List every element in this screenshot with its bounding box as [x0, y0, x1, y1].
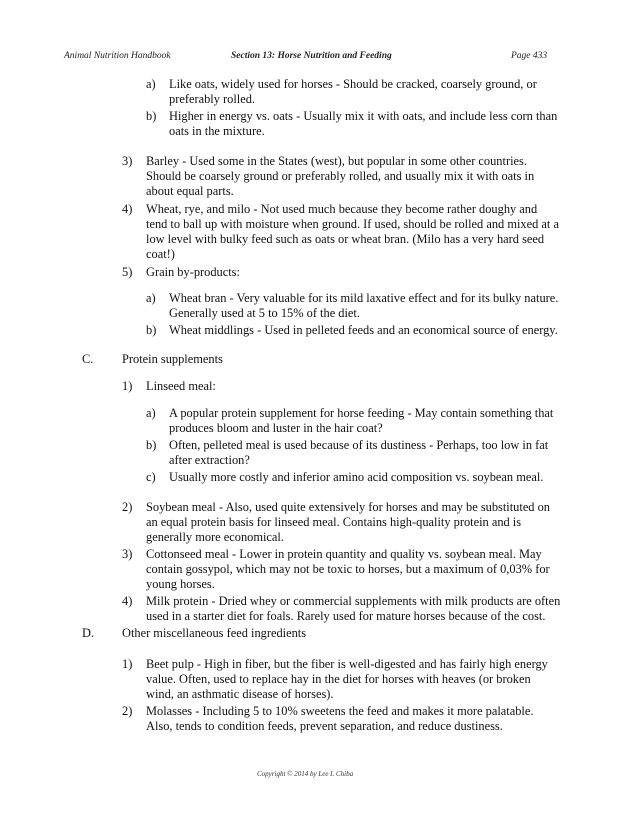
section-heading — [82, 626, 306, 641]
running-header-section-title: Section 13: Horse Nutrition and Feeding — [231, 51, 392, 61]
list-item-line: Barley - Used some in the States (west), but popular in some other countries. — [146, 154, 527, 168]
list-marker: c) — [146, 470, 156, 484]
list-marker: a) — [146, 77, 156, 91]
list-item — [122, 265, 240, 280]
list-item-line: generally more economical. — [146, 530, 284, 544]
list-marker: 4) — [122, 594, 133, 608]
list-item-line: Wheat bran - Very valuable for its mild laxative effect and for its bulky nature. — [169, 291, 559, 305]
list-marker: b) — [146, 109, 157, 123]
list-item — [146, 291, 558, 321]
list-item-line: Milk protein - Dried whey or commercial supplements with milk products are often — [146, 594, 561, 608]
list-item-line: Should be coarsely ground or preferably rolled, and usually mix it with oats in — [146, 169, 535, 183]
list-item-line: value. Often, used to replace hay in the diet for horses with heaves (or broken — [146, 672, 531, 686]
list-item-line: A popular protein supplement for horse feeding - May contain something that — [169, 406, 554, 420]
list-marker: b) — [146, 323, 157, 337]
list-marker: 5) — [122, 265, 133, 279]
list-item — [146, 323, 558, 338]
running-header-book-title: Animal Nutrition Handbook — [64, 51, 171, 61]
list-marker: 1) — [122, 379, 133, 393]
list-item-line: Wheat, rye, and milo - Not used much because they become rather doughy and — [146, 202, 538, 216]
list-item-line: produces bloom and luster in the hair coat? — [169, 421, 383, 435]
list-item — [146, 109, 557, 139]
list-marker: a) — [146, 291, 156, 305]
list-item-line: Generally used at 5 to 15% of the diet. — [169, 306, 360, 320]
list-item-line: preferably rolled. — [169, 92, 256, 106]
copyright-footer: Copyright © 2014 by Lee I. Chiba — [257, 770, 354, 778]
list-marker: 2) — [122, 500, 133, 514]
list-item — [122, 704, 533, 734]
list-item-line: Cottonseed meal - Lower in protein quantity and quality vs. soybean meal. May — [146, 547, 542, 561]
list-item-line: Often, pelleted meal is used because of its dustiness - Perhaps, too low in fat — [169, 438, 549, 452]
list-item — [146, 77, 537, 107]
list-item — [122, 154, 534, 199]
list-item-line: Molasses - Including 5 to 10% sweetens the feed and makes it more palatable. — [146, 704, 534, 718]
list-item-line: Higher in energy vs. oats - Usually mix it with oats, and include less corn than — [169, 109, 558, 123]
list-item-line: tend to ball up with moisture when ground. If used, should be rolled and mixed at a — [146, 217, 559, 231]
list-marker: 1) — [122, 657, 133, 671]
list-item-line: Also, tends to condition feeds, prevent separation, and reduce dustiness. — [146, 719, 503, 733]
list-item — [122, 500, 550, 545]
list-item — [146, 470, 543, 485]
list-marker: 3) — [122, 154, 133, 168]
list-marker: 2) — [122, 704, 133, 718]
list-item-line: low level with bulky feed such as oats or wheat bran. (Milo has a very hard seed — [146, 232, 545, 246]
list-item-line: Grain by-products: — [146, 265, 240, 279]
list-item-line: Wheat middlings - Used in pelleted feeds and an economical source of energy. — [169, 323, 558, 337]
list-item-line: after extraction? — [169, 453, 250, 467]
list-item-line: Linseed meal: — [146, 379, 216, 393]
list-marker: 3) — [122, 547, 133, 561]
list-item-line: Beet pulp - High in fiber, but the fiber is well-digested and has fairly high energy — [146, 657, 548, 671]
list-item-line: Soybean meal - Also, used quite extensively for horses and may be substituted on — [146, 500, 550, 514]
list-item-line: Like oats, widely used for horses - Should be cracked, coarsely ground, or — [169, 77, 537, 91]
running-header-page-number: Page 433 — [511, 51, 548, 61]
list-marker: b) — [146, 438, 157, 452]
list-item-line: oats in the mixture. — [169, 124, 265, 138]
list-item-line: wind, an asthmatic disease of horses). — [146, 687, 334, 701]
list-item-line: an equal protein basis for linseed meal. Contains high-quality protein and is — [146, 515, 522, 529]
list-item-line: Usually more costly and inferior amino acid composition vs. soybean meal. — [169, 470, 544, 484]
section-heading-text: Protein supplements — [122, 352, 223, 366]
section-marker: D. — [82, 626, 95, 640]
list-item — [122, 594, 560, 624]
list-marker: 4) — [122, 202, 133, 216]
list-item-line: used in a starter diet for foals. Rarely used for mature horses because of the cost. — [146, 609, 546, 623]
list-item — [122, 379, 216, 394]
list-item-line: young horses. — [146, 577, 215, 591]
list-item — [146, 438, 548, 468]
list-item — [146, 406, 553, 436]
section-marker: C. — [82, 352, 94, 366]
section-heading — [82, 352, 223, 367]
list-item-line: coat!) — [146, 247, 175, 261]
list-item — [122, 547, 550, 592]
list-item-line: contain gossypol, which may not be toxic to horses, but a maximum of 0,03% for — [146, 562, 550, 576]
list-item — [122, 202, 559, 262]
list-item — [122, 657, 548, 702]
list-item-line: about equal parts. — [146, 184, 234, 198]
section-heading-text: Other miscellaneous feed ingredients — [122, 626, 307, 640]
list-marker: a) — [146, 406, 156, 420]
